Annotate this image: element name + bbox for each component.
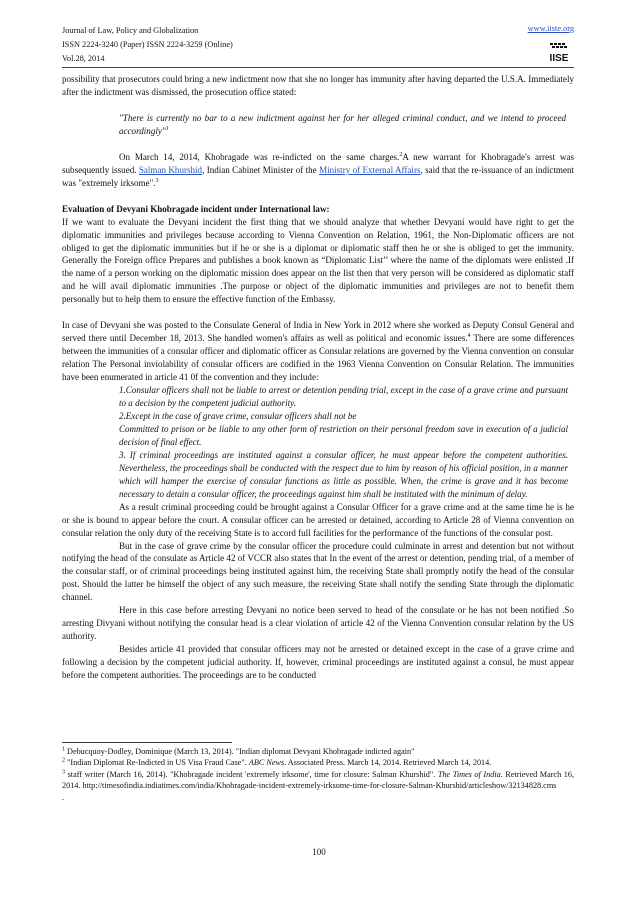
footnotes <box>62 746 574 803</box>
paragraph: Besides article 41 provided that consular officers may not be arrested or detained except in the case of a grave crime and following a decision by the competent judicial authority. If, however, criminal proceedings are instituted against a consul, he must appear before the competent authorities. The proceedings are to be conducted <box>62 644 574 681</box>
footnote-ref[interactable]: 3 <box>155 177 159 184</box>
list-item: Committed to prison or be liable to any other form of restriction on their personal freedom save in execution of a judicial decision of final effect. <box>119 423 568 447</box>
journal-title: Journal of Law, Policy and Globalization <box>62 26 199 35</box>
journal-issn: ISSN 2224-3240 (Paper) ISSN 2224-3259 (Online) <box>62 40 233 49</box>
journal-volume: Vol.28, 2014 <box>62 54 105 63</box>
footnote: $^2$ "Indian Diplomat Re-Indicted in US Visa Fraud Case". ABC News. Associated Press. March 14, 2014. Retrieved March 14, 2014. <box>62 757 492 768</box>
section-heading: Evaluation of Devyani Khobragade incident under International law: <box>62 203 330 214</box>
paragraph: Here in this case before arresting Devyani no notice been served to head of the consulate or he has not been notified .So arresting Divyani without notifying the consular head is a clear violation of article 42 of the Vienna Convention consular relation by the US authority. <box>62 605 574 642</box>
journal-url-link[interactable]: www.iiste.org <box>527 24 574 33</box>
page-number: 100 <box>312 847 326 857</box>
paragraph: If we want to evaluate the Devyani incident the first thing that we should analyze that whether Devyani would have right to get the diplomatic immunities and privileges because according to Vienna Convention on Relation, 1961, the Non-Diplomatic officers are not obliged to get the diplomatic immunities but if he or she is a diplomat or diplomatic staff then he or she is obliged to get the immunity. Generally the Foreign office Prepares and publishes a book known as “Diplomatic List’’ where the name of the diplomats were enlisted .If the name of a person working on the diplomatic mission does appear on the list then that very person will be considered as diplomatic staff and he will avail diplomatic immunities .The purpose or object of the diplomatic immunities and privileges are not to benefit them personally but to help them to ensure the effective function of the Embassy. <box>62 216 574 305</box>
paragraph: But in the case of grave crime by the consular officer the procedure could culminate in arrest and detention but not without notifying the head of the consulate as Article 42 of VCCR also states that In the event of the arrest or detention, pending trial, of a member of the consular staff, or of criminal proceedings being instituted against him, the receiving State shall promptly notify the head of the consular post. Should the latter be himself the object of any such measure, the receiving State shall notify the sending State through the diplomatic channel. <box>62 540 574 603</box>
list-item: 3. If criminal proceedings are instituted against a consular officer, he must appear before the competent authorities. Nevertheless, the proceedings shall be conducted with the respect due to him by reason of his official position, in a manner which will hamper the exercise of consular functions as little as possible. When, the crime is grave and it has become necessary to detain a consular officer, the proceedings against him shall be instituted with the minimum of delay. <box>119 449 568 499</box>
list-item: 2.Except in the case of grave crime, consular officers shall not be <box>119 410 357 421</box>
paragraph: possibility that prosecutors could bring a new indictment now that she no longer has immunity after having departed the U.S.A. Immediately after the indictment was dismissed, the prosecution office stated: <box>62 74 574 97</box>
ministry-link[interactable]: Ministry of External Affairs <box>319 164 421 175</box>
article-body <box>62 73 574 682</box>
header-rule <box>62 67 574 68</box>
list-item: 1.Consular officers shall not be liable to arrest or detention pending trial, except in the case of a grave crime and pursuant to a decision by the competent judicial authority. <box>119 385 568 409</box>
footnote-ref[interactable]: 1 <box>165 125 169 132</box>
footnote-rule <box>62 742 232 743</box>
iiste-logo <box>546 41 572 63</box>
footnote: $^3$ staff writer (March 16, 2014). "Khobragade incident 'extremely irksome', time for closure: Salman Khurshid". The Times of India. Retrieved March 16, 2014. http://timesofindia.indiatimes.com/india/Khobragade-incident-extremely-irksome-time-for-closure-Salman-Khurshid/articleshow/32134828.cms <box>62 769 575 791</box>
footnote-ref[interactable]: 4 <box>467 333 471 340</box>
paragraph: In case of Devyani she was posted to the Consulate General of India in New York in 2012 where she worked as Deputy Consul General and served there until December 18, 2013. She handled women's affairs as well as political and economic issues.$^4$ There are some differences between the immunities of a consular officer and diplomatic officer as Consular relations are governed by the Vienna convention on consular relation The Personal inviolability of consular officers are codified in the 1963 Vienna Convention on Consular Relation. The immunities have been enumerated in article 41 0f the convention and they include: <box>62 320 574 383</box>
block-quote: "There is currently no bar to a new indictment against her for her alleged criminal conduct, and we intend to proceed accordingly"$^1$ <box>119 112 566 136</box>
footnote-ref[interactable]: 2 <box>399 151 403 158</box>
logo-text: IISE <box>549 53 569 63</box>
paragraph: As a result criminal proceeding could be brought against a Consular Officer for a grave crime and at the same time he is he or she is bound to appear before the court. A consular officer can be arrested or detained, according to Article 28 of Vienna convention on consular relation the only duty of the receiving State is to accord full facilities for the performance of the functions of the consular post. <box>62 501 574 538</box>
footnote: $^1$ Debucquoy-Dodley, Dominique (March 13, 2014). "Indian diplomat Devyani Khobragade indicted again" <box>62 746 415 756</box>
paragraph: On March 14, 2014, Khobragade was re-indicted on the same charges.$^2$A new warrant for Khobragade's arrest was subsequently issued. Salman Khurshid, Indian Cabinet Minister of the Ministry of External Affairs, said that the re-issuance of an indictment was "extremely irksome".$^3$ <box>62 151 574 188</box>
salman-khurshid-link[interactable]: Salman Khurshid <box>138 164 203 175</box>
footnote-end-dot: . <box>62 792 65 802</box>
